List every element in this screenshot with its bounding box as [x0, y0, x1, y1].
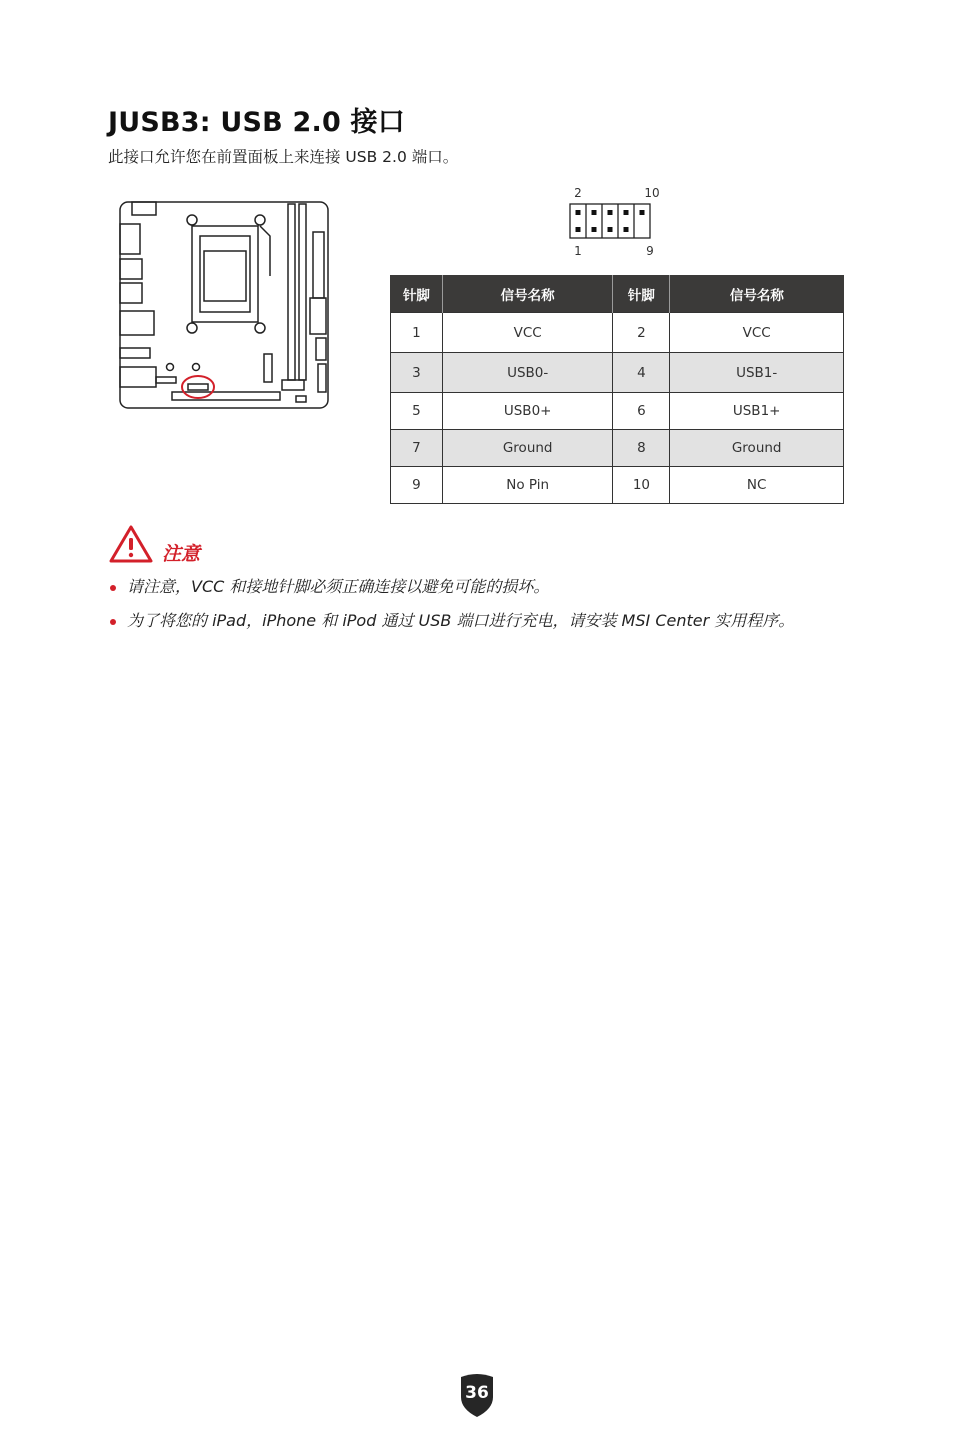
pin-dot — [640, 210, 645, 215]
pin-header-outline — [570, 204, 650, 238]
list-item — [108, 610, 848, 632]
pin-dot — [576, 227, 581, 232]
signal-name: VCC — [670, 313, 844, 353]
table-row — [391, 313, 844, 353]
signal-name: No Pin — [442, 467, 613, 504]
pin-dot — [576, 210, 581, 215]
signal-name: VCC — [442, 313, 613, 353]
pin-number: 6 — [613, 393, 670, 430]
pin-label-bottom-left: 1 — [574, 244, 582, 258]
signal-name: USB0+ — [442, 393, 613, 430]
list-item — [108, 576, 848, 598]
pin-number: 2 — [613, 313, 670, 353]
pin-definition-table — [390, 275, 844, 504]
table-header-row — [391, 275, 844, 313]
pin-number: 7 — [391, 430, 443, 467]
signal-name: Ground — [670, 430, 844, 467]
pin-dot — [608, 210, 613, 215]
signal-name: USB1+ — [670, 393, 844, 430]
table-row — [391, 393, 844, 430]
warning-triangle-icon — [108, 524, 154, 564]
pin-grid — [570, 204, 650, 238]
table-row — [391, 353, 844, 393]
pin-number: 10 — [613, 467, 670, 504]
motherboard-diagram — [110, 196, 332, 412]
pin-dot — [624, 227, 629, 232]
header-pin-1: 针脚 — [391, 275, 443, 313]
pin-number: 5 — [391, 393, 443, 430]
pin-number: 4 — [613, 353, 670, 393]
signal-name: USB0- — [442, 353, 613, 393]
caution-text: 为了将您的 iPad，iPhone 和 iPod 通过 USB 端口进行充电，请安装 MSI Center 实用程序。 — [127, 611, 795, 630]
pin-header-diagram — [560, 182, 670, 266]
header-signal-1: 信号名称 — [442, 275, 613, 313]
header-signal-2: 信号名称 — [670, 275, 844, 313]
pin-dot — [624, 210, 629, 215]
pin-dot — [608, 227, 613, 232]
caution-title: 注意 — [162, 543, 201, 565]
pin-label-bottom-right: 9 — [646, 244, 654, 258]
bullet-dot-icon — [110, 585, 116, 591]
intro-text: 此接口允许您在前置面板上来连接 USB 2.0 端口。 — [108, 148, 459, 166]
pin-number: 9 — [391, 467, 443, 504]
pin-number: 1 — [391, 313, 443, 353]
pin-number: 3 — [391, 353, 443, 393]
bullet-dot-icon — [110, 619, 116, 625]
table-row — [391, 467, 844, 504]
page-number: 36 — [465, 1383, 489, 1403]
pin-dot — [592, 210, 597, 215]
pin-label-top-left: 2 — [574, 186, 582, 200]
table-row — [391, 430, 844, 467]
pin-number: 8 — [613, 430, 670, 467]
caution-text: 请注意，VCC 和接地针脚必须正确连接以避免可能的损坏。 — [127, 577, 550, 596]
signal-name: Ground — [442, 430, 613, 467]
signal-name: NC — [670, 467, 844, 504]
page-title: JUSB3: USB 2.0 接口 — [108, 107, 405, 138]
pin-label-top-right: 10 — [644, 186, 660, 200]
pin-dot — [592, 227, 597, 232]
signal-name: USB1- — [670, 353, 844, 393]
caution-list — [108, 576, 848, 644]
header-pin-2: 针脚 — [613, 275, 670, 313]
